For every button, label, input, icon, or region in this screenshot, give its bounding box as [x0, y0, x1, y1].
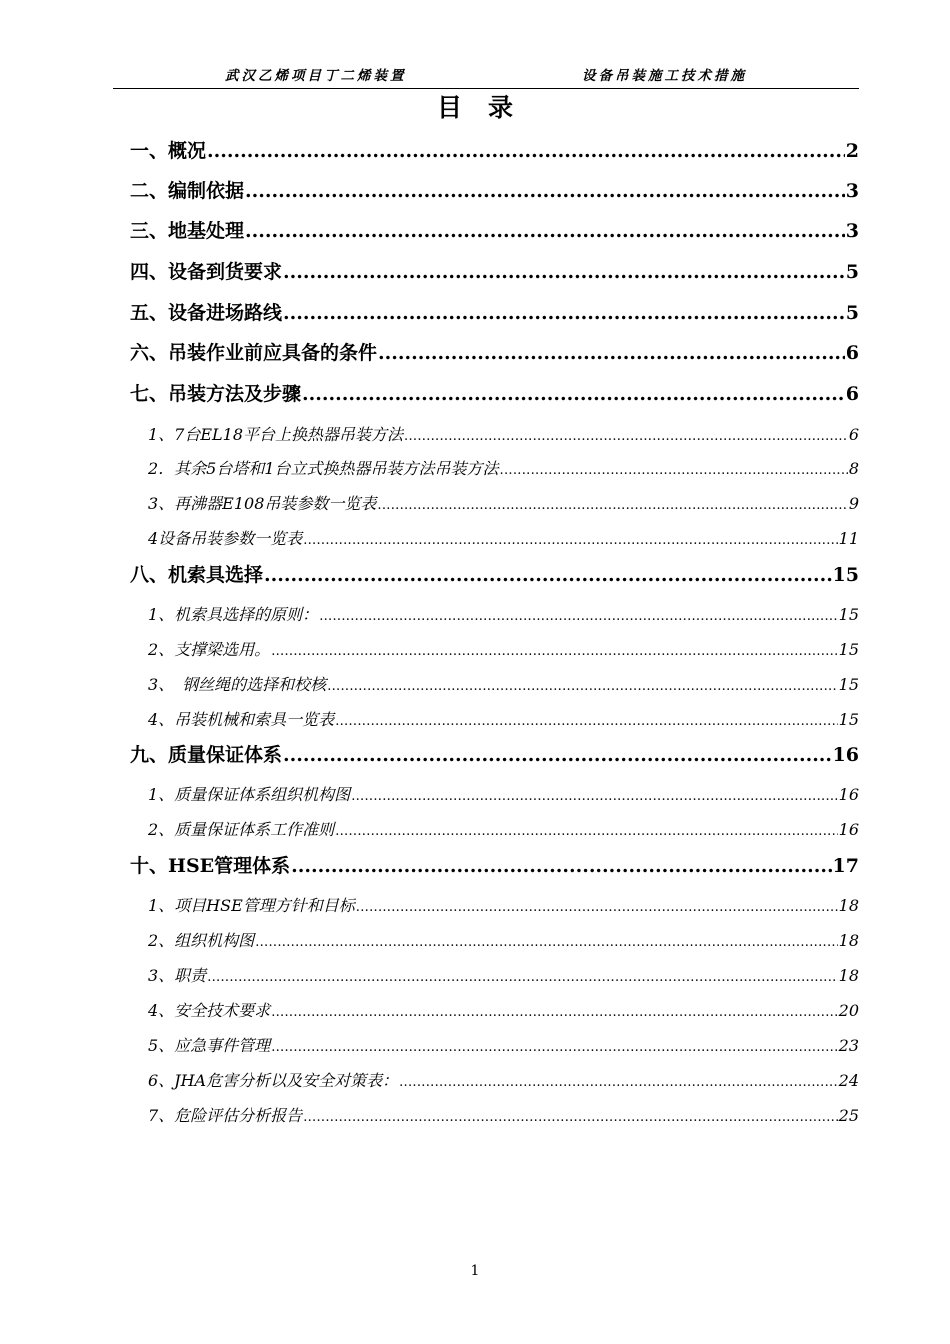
- toc-entry-page: 5: [845, 261, 859, 283]
- toc-subsection-entry[interactable]: [148, 637, 859, 663]
- toc-entry-label: 1、项目HSE管理方针和目标: [148, 896, 355, 915]
- toc-entry-label: 六、吊装作业前应具备的条件: [130, 342, 378, 364]
- toc-entry-page: 17: [832, 855, 859, 877]
- toc-entry-label: 3、职责: [148, 966, 207, 985]
- toc-section-entry[interactable]: [130, 560, 859, 590]
- toc-dot-leader: [335, 709, 837, 733]
- toc-section-entry[interactable]: [130, 379, 859, 409]
- toc-entry-page: 24: [838, 1071, 859, 1090]
- toc-entry-page: 3: [845, 180, 859, 202]
- toc-dot-leader: [271, 639, 837, 663]
- toc-dot-leader: [319, 604, 837, 628]
- toc-entry-page: 16: [838, 785, 859, 804]
- toc-entry-label: 2、质量保证体系工作准则: [148, 820, 335, 839]
- toc-entry-page: 5: [845, 302, 859, 324]
- toc-dot-leader: [500, 458, 848, 482]
- toc-section-entry[interactable]: [130, 216, 859, 246]
- toc-entry-label: 7、危险评估分析报告: [148, 1106, 303, 1125]
- toc-entry-page: 18: [838, 966, 859, 985]
- toc-dot-leader: [271, 1035, 837, 1059]
- toc-entry-label: 3、 钢丝绳的选择和校核: [148, 675, 327, 694]
- toc-entry-label: 四、设备到货要求: [130, 261, 283, 283]
- toc-dot-leader: [207, 965, 837, 989]
- toc-dot-leader: [303, 1105, 837, 1129]
- page-number: 1: [470, 1263, 480, 1279]
- toc-dot-leader: [245, 216, 845, 246]
- toc-subsection-entry[interactable]: [148, 526, 859, 552]
- toc-dot-leader: [291, 851, 831, 881]
- toc-entry-page: 6: [848, 425, 859, 444]
- toc-subsection-entry[interactable]: [148, 1033, 859, 1059]
- toc-entry-label: 一、概况: [130, 140, 207, 162]
- toc-dot-leader: [335, 819, 837, 843]
- toc-dot-leader: [271, 1000, 837, 1024]
- toc-entry-label: 2．其余5台塔和1台立式换热器吊装方法吊装方法: [148, 459, 499, 478]
- toc-section-entry[interactable]: [130, 176, 859, 206]
- toc-subsection-entry[interactable]: [148, 491, 859, 517]
- toc-entry-page: 20: [838, 1001, 859, 1020]
- toc-subsection-entry[interactable]: [148, 602, 859, 628]
- toc-subsection-entry[interactable]: [148, 707, 859, 733]
- toc-dot-leader: [404, 424, 848, 448]
- toc-subsection-entry[interactable]: [148, 1103, 859, 1129]
- toc-subsection-entry[interactable]: [148, 1068, 859, 1094]
- toc-subsection-entry[interactable]: [148, 817, 859, 843]
- toc-entry-page: 18: [838, 931, 859, 950]
- toc-dot-leader: [303, 528, 837, 552]
- toc-dot-leader: [327, 674, 837, 698]
- toc-section-entry[interactable]: [130, 136, 859, 166]
- toc-entry-label: 二、编制依据: [130, 180, 245, 202]
- toc-entry-page: 16: [838, 820, 859, 839]
- toc-dot-leader: [264, 560, 832, 590]
- toc-subsection-entry[interactable]: [148, 782, 859, 808]
- header-document-name: 设备吊装施工技术措施: [582, 68, 747, 84]
- toc-dot-leader: [245, 176, 845, 206]
- toc-entry-label: 1、质量保证体系组织机构图: [148, 785, 351, 804]
- toc-entry-label: 6、JHA危害分析以及安全对策表：: [148, 1071, 399, 1090]
- toc-dot-leader: [399, 1070, 838, 1094]
- toc-dot-leader: [356, 895, 838, 919]
- toc-entry-page: 15: [838, 605, 859, 624]
- toc-dot-leader: [302, 379, 845, 409]
- toc-dot-leader: [351, 784, 837, 808]
- toc-section-entry[interactable]: [130, 851, 859, 881]
- toc-subsection-entry[interactable]: [148, 893, 859, 919]
- toc-entry-page: 15: [838, 675, 859, 694]
- toc-entry-label: 九、质量保证体系: [130, 744, 283, 766]
- toc-entry-label: 3、再沸器E108吊装参数一览表: [148, 494, 377, 513]
- toc-entry-page: 3: [845, 220, 859, 242]
- toc-entry-page: 11: [838, 529, 859, 548]
- toc-entry-label: 4、吊装机械和索具一览表: [148, 710, 335, 729]
- toc-dot-leader: [378, 338, 845, 368]
- toc-entry-label: 1、7台EL18平台上换热器吊装方法: [148, 425, 404, 444]
- toc-entry-page: 8: [848, 459, 859, 478]
- toc-section-entry[interactable]: [130, 740, 859, 770]
- toc-entry-page: 23: [838, 1036, 859, 1055]
- toc-subsection-entry[interactable]: [148, 422, 859, 448]
- toc-entry-page: 25: [838, 1106, 859, 1125]
- toc-dot-leader: [255, 930, 837, 954]
- toc-dot-leader: [283, 298, 845, 328]
- toc-entry-page: 2: [845, 140, 859, 162]
- toc-subsection-entry[interactable]: [148, 672, 859, 698]
- page-header: [113, 66, 859, 89]
- toc-entry-label: 八、机索具选择: [130, 564, 264, 586]
- toc-subsection-entry[interactable]: [148, 998, 859, 1024]
- toc-entry-label: 三、地基处理: [130, 220, 245, 242]
- toc-entry-page: 6: [845, 342, 859, 364]
- toc-entry-label: 1、机索具选择的原则：: [148, 605, 319, 624]
- toc-title: 目录: [436, 93, 539, 122]
- toc-entry-page: 16: [832, 744, 859, 766]
- toc-entry-label: 十、HSE管理体系: [130, 855, 291, 877]
- toc-entry-label: 2、组织机构图: [148, 931, 255, 950]
- toc-dot-leader: [207, 136, 845, 166]
- toc-entry-label: 七、吊装方法及步骤: [130, 383, 302, 405]
- toc-entry-page: 18: [838, 896, 859, 915]
- toc-entry-label: 4设备吊装参数一览表: [148, 529, 303, 548]
- toc-entry-label: 2、支撑梁选用。: [148, 640, 271, 659]
- toc-dot-leader: [377, 493, 847, 517]
- toc-entry-page: 15: [838, 710, 859, 729]
- toc-dot-leader: [283, 740, 832, 770]
- toc-subsection-entry[interactable]: [148, 963, 859, 989]
- toc-entry-page: 15: [838, 640, 859, 659]
- toc-entry-page: 6: [845, 383, 859, 405]
- toc-subsection-entry[interactable]: [148, 456, 859, 482]
- toc-section-entry[interactable]: [130, 338, 859, 368]
- toc-dot-leader: [283, 257, 845, 287]
- toc-entry-label: 五、设备进场路线: [130, 302, 283, 324]
- toc-entry-label: 5、应急事件管理: [148, 1036, 271, 1055]
- toc-section-entry[interactable]: [130, 257, 859, 287]
- toc-entry-label: 4、安全技术要求: [148, 1001, 271, 1020]
- header-project-name: 武汉乙烯项目丁二烯装置: [225, 68, 407, 84]
- toc-entry-page: 9: [848, 494, 859, 513]
- toc-section-entry[interactable]: [130, 298, 859, 328]
- toc-entry-page: 15: [832, 564, 859, 586]
- toc-subsection-entry[interactable]: [148, 928, 859, 954]
